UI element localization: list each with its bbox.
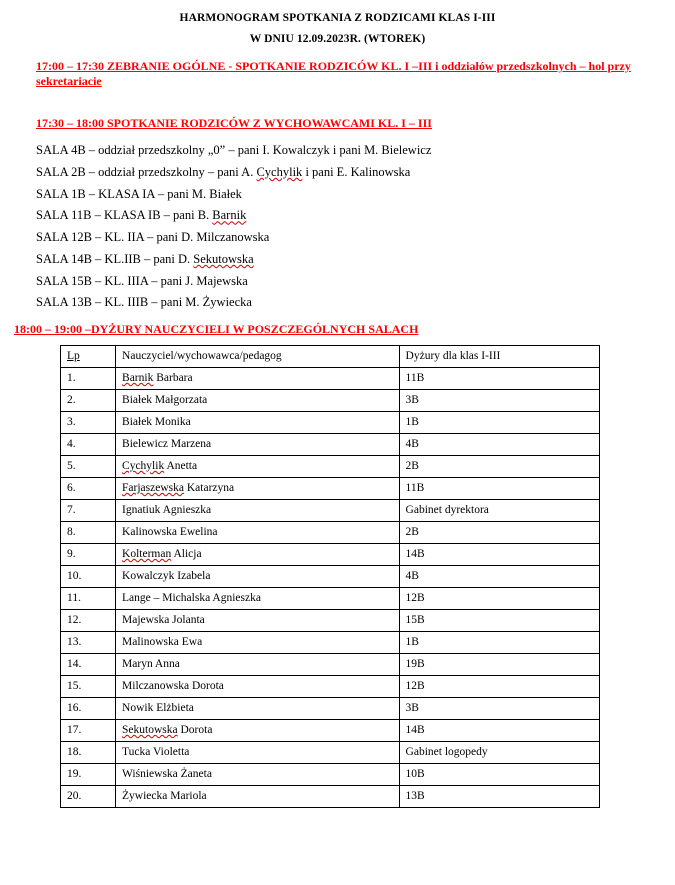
table-header-row [61,346,600,368]
room-assignment-name-highlight: Cychylik [256,164,303,179]
cell-duty-room: 15B [399,610,599,632]
table-row [61,566,600,588]
document-title [0,0,675,45]
cell-duty-room: Gabinet dyrektora [399,500,599,522]
cell-lp: 19. [61,764,116,786]
teacher-surname-highlight: Farjaszewska [122,482,184,495]
cell-lp: 10. [61,566,116,588]
table-row [61,500,600,522]
table-row [61,764,600,786]
cell-teacher-name [116,566,400,588]
room-assignment-text: SALA 13B – KL. IIIB – pani M. Żywiecka [36,295,252,310]
cell-duty-room: 4B [399,566,599,588]
cell-lp: 6. [61,478,116,500]
cell-teacher-name [116,500,400,522]
cell-lp: 4. [61,434,116,456]
room-assignment-item [36,292,675,314]
cell-teacher-name [116,368,400,390]
cell-duty-room: 2B [399,522,599,544]
cell-lp: 7. [61,500,116,522]
room-assignment-text: SALA 15B – KL. IIIA – pani J. Majewska [36,273,248,288]
cell-duty-room: 19B [399,654,599,676]
cell-lp: 11. [61,588,116,610]
cell-duty-room: 13B [399,786,599,808]
teacher-name-text: Białek Monika [122,416,191,429]
column-header-room: Dyżury dla klas I-III [399,346,599,368]
room-assignment-list [36,140,675,314]
cell-lp: 18. [61,742,116,764]
table-row [61,434,600,456]
column-header-name: Nauczyciel/wychowawca/pedagog [116,346,400,368]
cell-lp: 15. [61,676,116,698]
room-assignment-item [36,205,675,227]
cell-teacher-name [116,412,400,434]
cell-duty-room: Gabinet logopedy [399,742,599,764]
section-class-meetings: 17:30 – 18:00 SPOTKANIE RODZICÓW Z WYCHOWAWCAMI KL. I – III [36,115,432,130]
cell-lp: 16. [61,698,116,720]
cell-lp: 1. [61,368,116,390]
cell-duty-room: 1B [399,412,599,434]
room-assignment-item [36,162,675,184]
table-row [61,654,600,676]
teacher-name-text: Barbara [153,372,193,385]
teacher-name-text: Bielewicz Marzena [122,438,212,451]
table-row [61,588,600,610]
cell-teacher-name [116,390,400,412]
cell-teacher-name [116,588,400,610]
cell-teacher-name [116,478,400,500]
table-row [61,522,600,544]
teacher-name-text: Białek Małgorzata [122,394,208,407]
cell-teacher-name [116,654,400,676]
teacher-name-text: Żywiecka Mariola [122,790,207,803]
section-general-meeting: 17:00 – 17:30 ZEBRANIE OGÓLNE - SPOTKANIE RODZICÓW KL. I –III i oddziałów przedszkolnych – hol przy sekretariacie [36,59,631,89]
title-line-2: W DNIU 12.09.2023R. (WTOREK) [249,33,426,45]
cell-duty-room: 1B [399,632,599,654]
cell-duty-room: 3B [399,698,599,720]
room-assignment-name-highlight: Barnik [212,208,247,223]
room-assignment-text: SALA 4B – oddział przedszkolny [36,143,208,158]
cell-duty-room: 2B [399,456,599,478]
cell-teacher-name [116,434,400,456]
table-row [61,412,600,434]
room-assignment-item [36,184,675,206]
cell-lp: 20. [61,786,116,808]
cell-teacher-name [116,742,400,764]
table-row [61,676,600,698]
cell-teacher-name [116,456,400,478]
cell-teacher-name [116,698,400,720]
cell-teacher-name [116,786,400,808]
table-row [61,786,600,808]
cell-duty-room: 11B [399,368,599,390]
cell-lp: 3. [61,412,116,434]
cell-teacher-name [116,544,400,566]
cell-duty-room: 11B [399,478,599,500]
teacher-name-text: Katarzyna [183,482,235,495]
title-line-1: HARMONOGRAM SPOTKANIA Z RODZICAMI KLAS I-III [179,12,496,24]
teacher-surname-highlight: Barnik [122,372,154,385]
room-assignment-text: SALA 12B – KL. IIA – pani D. Milczanowska [36,230,270,245]
teacher-surname-highlight: Cychylik [122,460,165,473]
cell-lp: 8. [61,522,116,544]
teacher-name-text: Tucka Violetta [122,746,190,759]
cell-lp: 12. [61,610,116,632]
cell-lp: 17. [61,720,116,742]
table-row [61,368,600,390]
room-assignment-text: SALA 1B – KLASA IA – pani M. Białek [36,186,242,201]
table-row [61,698,600,720]
table-row [61,456,600,478]
teacher-name-text: Lange – Michalska Agnieszka [122,592,261,605]
cell-teacher-name [116,610,400,632]
room-assignment-item [36,227,675,249]
table-row [61,742,600,764]
room-assignment-item [36,249,675,271]
room-assignment-suffix: i pani E. Kalinowska [302,164,411,179]
section-teacher-duty: 18:00 – 19:00 –DYŻURY NAUCZYCIELI W POSZCZEGÓLNYCH SALACH [14,322,419,337]
duty-table [60,345,600,808]
room-assignment-suffix: – pani I. Kowalczyk i pani M. Bielewicz [225,143,432,158]
teacher-name-text: Malinowska Ewa [122,636,203,649]
teacher-name-text: Nowik Elżbieta [122,702,194,715]
cell-lp: 9. [61,544,116,566]
teacher-name-text: Milczanowska Dorota [122,680,224,693]
table-row [61,610,600,632]
cell-teacher-name [116,522,400,544]
cell-lp: 14. [61,654,116,676]
cell-duty-room: 10B [399,764,599,786]
cell-lp: 13. [61,632,116,654]
teacher-name-text: Wiśniewska Żaneta [122,768,212,781]
cell-duty-room: 14B [399,720,599,742]
room-assignment-quoted: „0” [207,143,226,158]
room-assignment-item [36,271,675,293]
cell-duty-room: 4B [399,434,599,456]
table-row [61,632,600,654]
cell-teacher-name [116,632,400,654]
cell-teacher-name [116,764,400,786]
room-assignment-text: SALA 2B – oddział przedszkolny – pani A. [36,164,257,179]
cell-duty-room: 14B [399,544,599,566]
table-row [61,544,600,566]
duty-table-body [61,368,600,808]
column-header-lp: Lp [61,346,116,368]
teacher-name-text: Ignatiuk Agnieszka [122,504,212,517]
table-row [61,390,600,412]
cell-teacher-name [116,720,400,742]
teacher-name-text: Dorota [177,724,213,737]
cell-duty-room: 12B [399,676,599,698]
cell-teacher-name [116,676,400,698]
room-assignment-name-highlight: Sekutowska [193,251,254,266]
room-assignment-text: SALA 11B – KLASA IB – pani B. [36,208,213,223]
teacher-name-text: Majewska Jolanta [122,614,205,627]
teacher-name-text: Anetta [164,460,198,473]
teacher-name-text: Kalinowska Ewelina [122,526,218,539]
table-row [61,720,600,742]
teacher-surname-highlight: Sekutowska [122,724,178,737]
table-row [61,478,600,500]
teacher-name-text: Kowalczyk Izabela [122,570,211,583]
teacher-name-text: Maryn Anna [122,658,180,671]
teacher-name-text: Alicja [171,548,202,561]
cell-duty-room: 3B [399,390,599,412]
teacher-surname-highlight: Kolterman [122,548,172,561]
cell-lp: 2. [61,390,116,412]
room-assignment-text: SALA 14B – KL.IIB – pani D. [36,251,194,266]
cell-lp: 5. [61,456,116,478]
cell-duty-room: 12B [399,588,599,610]
room-assignment-item [36,140,675,162]
